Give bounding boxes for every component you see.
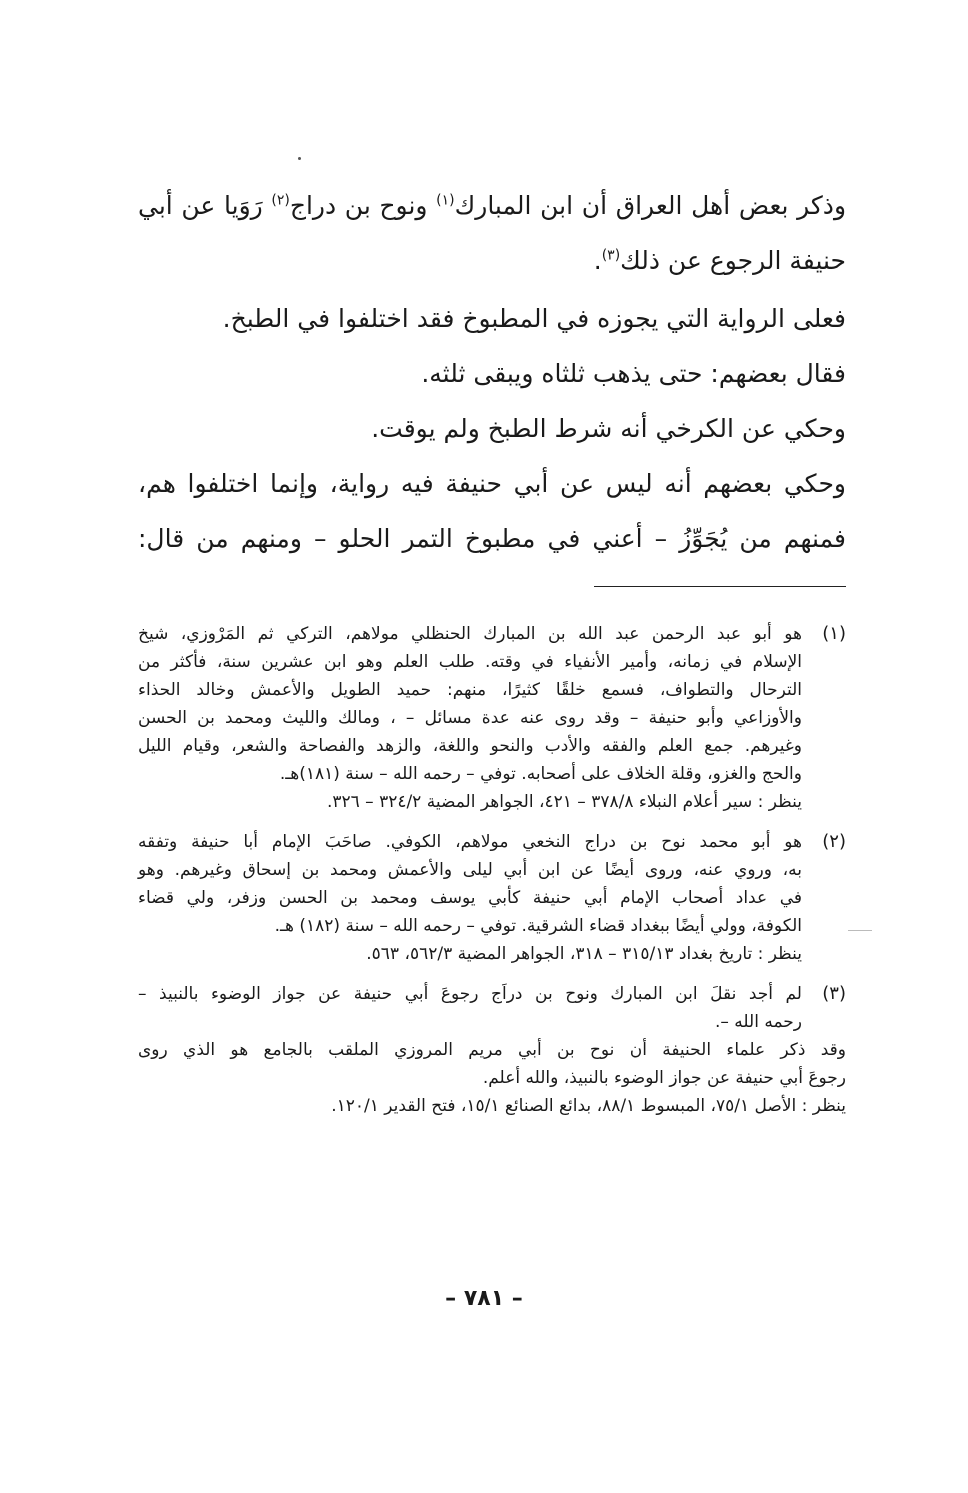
footnote-line: الترحال والتطواف، فسمع خلقًا كثيرًا، منهم: حميد الطويل والأعمش وخالد الحذاء (138, 680, 802, 700)
paragraph-4: وحكي عن الكرخي أنه شرط الطبخ ولم يوقت. (371, 414, 846, 443)
footnote-number: (٣) (822, 983, 846, 1004)
footnote-2 (138, 828, 846, 968)
footnote-line: والأوزاعي وأبو حنيفة – وقد روى عنه عدة مسائل – ، ومالك والليث ومحمد بن الحسن (138, 708, 802, 728)
main-text-body (138, 178, 846, 566)
footnote-line: الكوفة، وولي أيضًا ببغداد قضاء الشرقية. توفي – رحمه الله – سنة (١٨٢) هـ. (274, 916, 802, 936)
footnote-line: هو أبو عبد الرحمن عبد الله بن المبارك الحنظلي مولاهم، التركي ثم المَرْوزي، شيخ (138, 624, 802, 644)
footnote-ref-1[interactable]: (١) (436, 192, 455, 209)
footnote-line: هو أبو محمد نوح بن دراج النخعي مولاهم، الكوفي. صاحَبَ الإمام أبا حنيفة وتفقه (138, 832, 802, 852)
footnote-3-continued (138, 1036, 846, 1120)
footnote-number: (٢) (822, 831, 846, 852)
footnote-line: والحج والغزو، وقلة الخلاف على أصحابه. توفي – رحمه الله – سنة (١٨١)هـ. (279, 764, 802, 784)
footnote-3 (138, 980, 846, 1036)
footnote-ref-2[interactable]: (٢) (271, 192, 290, 209)
footnote-line: رجوعَ أبي حنيفة عن جواز الوضوء بالنبيذ، والله أعلم. (482, 1068, 846, 1088)
footnote-line: لم أجد نقلَ ابن المبارك ونوح بن دراَج رجوعَ أبي حنيفة عن جواز الوضوء بالنبيذ – (138, 984, 802, 1004)
footnote-body (138, 828, 802, 968)
footnote-body (138, 980, 802, 1036)
footnote-reference-line: ينظر : سير أعلام النبلاء ٣٧٨/٨ – ٤٢١، الجواهر المضية ٣٢٤/٢ – ٣٢٦. (326, 792, 802, 812)
footnote-line: الإسلام في زمانه، وأمير الأنفياء في وقته. طلب العلم وهو ابن عشرين سنة، فأكثر من (138, 652, 802, 672)
footnote-1 (138, 620, 846, 816)
footnote-body (138, 620, 802, 816)
footnote-ref-3[interactable]: (٣) (601, 247, 621, 264)
footnote-line: رحمه الله –. (714, 1012, 802, 1032)
paragraph-2: فعلى الرواية التي يجوزه في المطبوخ فقد اختلفوا في الطبخ. (222, 304, 846, 333)
margin-scan-mark (848, 930, 872, 931)
footnote-line: في عداد أصحاب الإمام أبي حنيفة كأبي يوسف ومحمد بن الحسن وزفر، ولي قضاء (138, 888, 802, 908)
paragraph-3: فقال بعضهم: حتى يذهب ثلثاه ويبقى ثلثه. (421, 359, 846, 388)
footnote-divider (594, 586, 846, 587)
stray-dot-mark (298, 157, 301, 160)
footnote-line: به، وروي عنه، وروى أيضًا عن ابن أبي ليلى والأعمش ومحمد بن إسحاق وغيرهم. وهو (138, 860, 802, 880)
footnote-line: وقد ذكر علماء الحنيفة أن نوح بن أبي مريم المروزي الملقب بالجامع هو الذي روى (138, 1040, 846, 1060)
paragraph-1-text-b: ونوح بن دراج (289, 191, 437, 220)
paragraph-1-text-a: وذكر بعض أهل العراق أن ابن المبارك (454, 191, 847, 220)
footnote-number: (١) (822, 623, 846, 644)
page-number: – ٧٨١ – (445, 1286, 523, 1311)
paragraph-1-text-d: . (593, 246, 602, 275)
paragraph-5: وحكي بعضهم أنه ليس عن أبي حنيفة فيه رواية، وإنما اختلفوا هم، فمنهم من يُجَوِّزُ – أعني في مطبوخ التمر الحلو – ومنهم من قال: (138, 469, 846, 553)
footnotes-section (138, 620, 846, 1132)
paragraph-1-text-c: رَوَيا عن أبي حنيفة الرجوع عن ذلك (138, 191, 846, 275)
footnote-line: وغيرهم. جمع العلم والفقه والأدب والنحو واللغة، والزهد والفصاحة والشعر، وقيام الليل (138, 736, 802, 756)
footnote-reference-line: ينظر : الأصل ٧٥/١، المبسوط ٨٨/١، بدائع الصنائع ١٥/١، فتح القدير ١٢٠/١. (331, 1096, 846, 1116)
footnote-body (138, 1036, 846, 1120)
paragraph-1 (138, 178, 846, 288)
footnote-reference-line: ينظر : تاريخ بغداد ٣١٥/١٣ – ٣١٨، الجواهر المضية ٥٦٢/٣، ٥٦٣. (366, 944, 802, 964)
